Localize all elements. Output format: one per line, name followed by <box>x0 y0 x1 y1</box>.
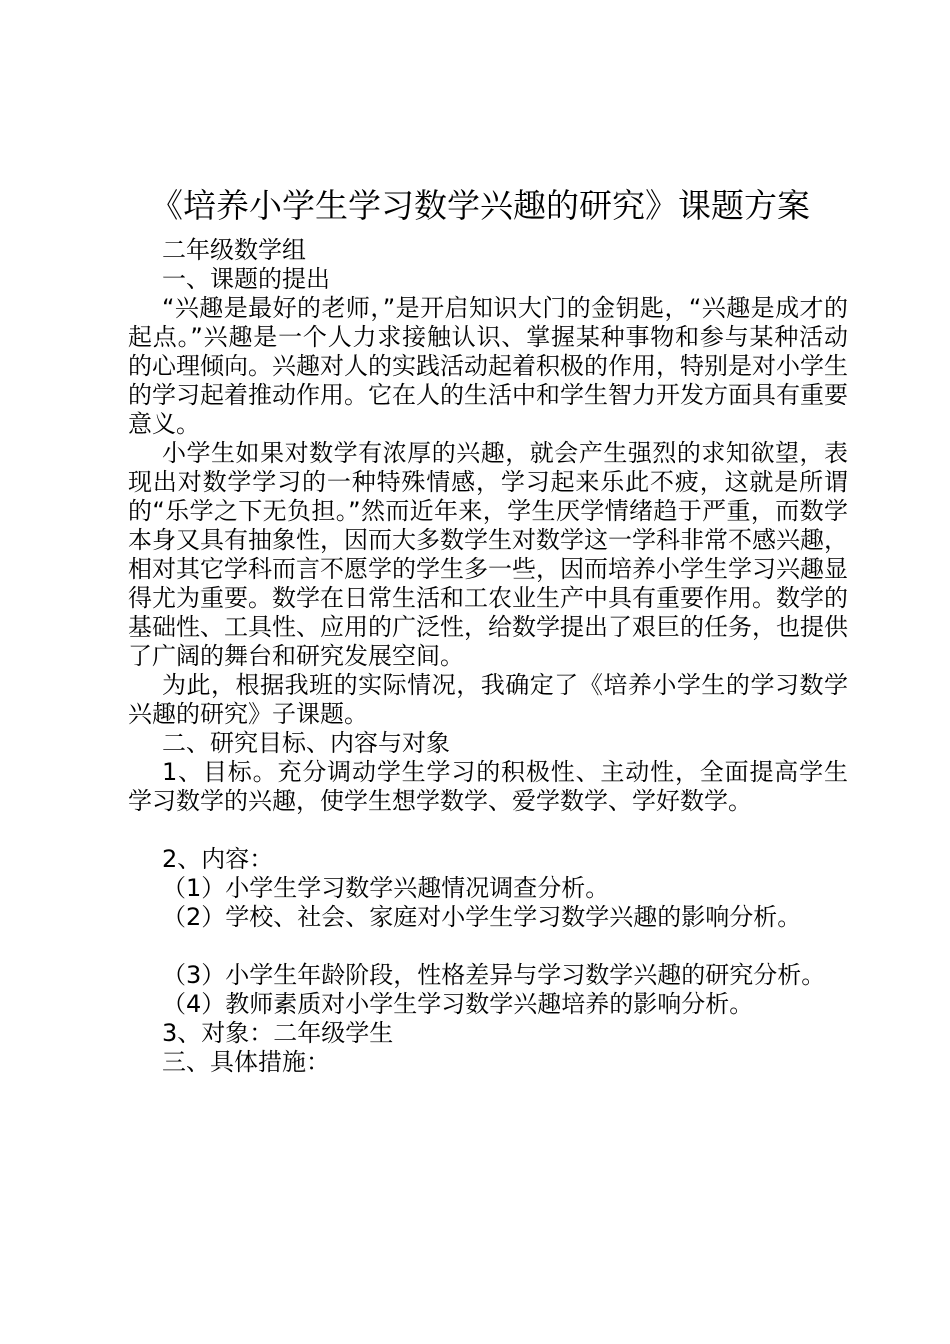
object-line: 3、对象：二年级学生 <box>162 1019 394 1047</box>
document-body <box>128 236 848 1077</box>
content-item-2: （2）学校、社会、家庭对小学生学习数学兴趣的影响分析。 <box>162 903 802 931</box>
paragraph-2: 小学生如果对数学有浓厚的兴趣，就会产生强烈的求知欲望，表现出对数学学习的一种特殊情感，学习起来乐此不疲，这就是所谓的“乐学之下无负担。”然而近年来，学生厌学情绪趋于严重，而数学本身又具有抽象性，因而大多数学生对数学这一学科非常不感兴趣，相对其它学科而言不愿学的学生多一些，因而培养小学生学习兴趣显得尤为重要。数学在日常生活和工农业生产中具有重要作用。数学的基础性、工具性、应用的广泛性，给数学提出了艰巨的任务，也提供了广阔的舞台和研究发展空间。 <box>128 439 848 670</box>
content-item-1: （1）小学生学习数学兴趣情况调查分析。 <box>162 874 610 902</box>
content-item-4: （4）教师素质对小学生学习数学兴趣培养的影响分析。 <box>162 990 754 1018</box>
section-heading-3: 三、具体措施： <box>162 1048 330 1076</box>
document-title: 《培养小学生学习数学兴趣的研究》课题方案 <box>150 186 810 225</box>
paragraph-1: “兴趣是最好的老师，”是开启知识大门的金钥匙，“兴趣是成才的起点。”兴趣是一个人力求接触认识、掌握某种事物和参与某种活动的心理倾向。兴趣对人的实践活动起着积极的作用，特别是对小学生的学习起着推动作用。它在人的生活中和学生智力开发方面具有重要意义。 <box>128 294 848 438</box>
section-heading-1: 一、课题的提出 <box>162 265 330 293</box>
paragraph-3: 为此，根据我班的实际情况，我确定了《培养小学生的学习数学兴趣的研究》子课题。 <box>128 671 848 728</box>
goal-paragraph: 1、目标。充分调动学生学习的积极性、主动性，全面提高学生学习数学的兴趣，使学生想学数学、爱学数学、学好数学。 <box>128 758 848 815</box>
content-heading: 2、内容： <box>162 845 274 873</box>
content-item-3: （3）小学生年龄阶段，性格差异与学习数学兴趣的研究分析。 <box>162 961 826 989</box>
author-group: 二年级数学组 <box>162 236 306 264</box>
section-heading-2: 二、研究目标、内容与对象 <box>162 729 450 757</box>
